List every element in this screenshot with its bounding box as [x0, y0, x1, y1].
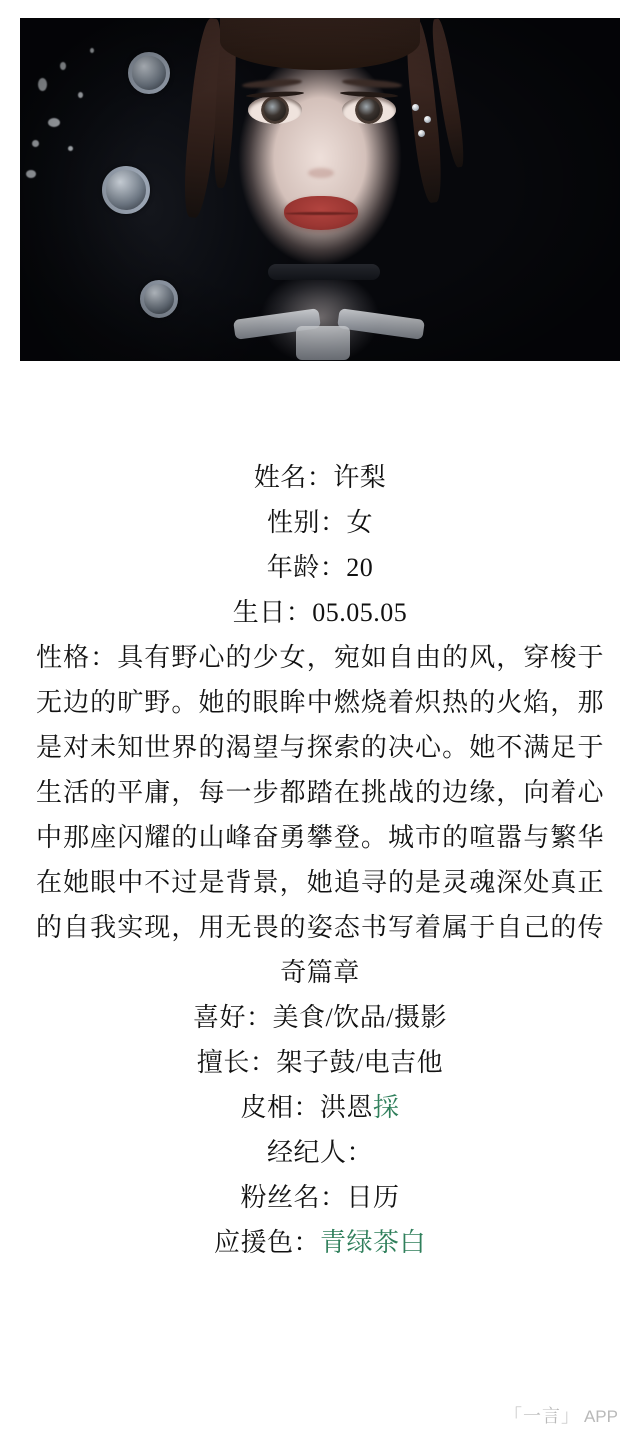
snow-fleck [78, 92, 83, 98]
choker [268, 264, 380, 280]
footer-watermark [504, 1402, 618, 1428]
snow-fleck [26, 170, 36, 178]
lip-line [285, 212, 357, 215]
snow-fleck [48, 118, 60, 127]
collar-center [296, 326, 350, 360]
profile-face-value-accent: 採 [373, 1093, 400, 1122]
snow-fleck [32, 140, 39, 147]
eye-left [248, 96, 302, 124]
hood-eyelet-icon [140, 280, 178, 318]
profile-age: 年龄：20 [266, 553, 374, 582]
profile-agent: 经纪人： [266, 1138, 373, 1167]
profile-skill: 擅长：架子鼓/电吉他 [196, 1048, 444, 1077]
profile-birthday: 生日：05.05.05 [232, 598, 408, 627]
profile-face-value: 洪恩 [319, 1093, 373, 1122]
footer-brand: 「一言」 [503, 1406, 580, 1426]
eyebrow-piercing-icon [418, 130, 425, 137]
profile-hobby: 喜好：美食/饮品/摄影 [193, 1003, 447, 1032]
profile-fans-name: 粉丝名：日历 [240, 1183, 400, 1212]
profile-support-color-value: 青绿茶白 [320, 1228, 427, 1257]
snow-fleck [68, 146, 73, 151]
portrait-image [20, 18, 620, 361]
footer-app-label: APP [583, 1407, 618, 1426]
snow-fleck [90, 48, 94, 53]
profile-name: 姓名：许梨 [253, 463, 387, 492]
profile-face [36, 1085, 604, 1130]
collar-right [337, 308, 425, 340]
hood-eyelet-icon [128, 52, 170, 94]
profile-text-block [36, 455, 604, 1265]
portrait-photo [20, 18, 620, 361]
eyebrow-piercing-icon [412, 104, 419, 111]
eyebrow-left [242, 78, 302, 89]
hood-eyelet-icon [102, 166, 150, 214]
nose [308, 168, 334, 178]
profile-support-color-label: 应援色： [213, 1228, 320, 1257]
eye-right [342, 96, 396, 124]
profile-support-color [36, 1220, 604, 1265]
profile-personality: 性格：具有野心的少女，宛如自由的风，穿梭于无边的旷野。她的眼眸中燃烧着炽热的火焰，那是对未知世界的渴望与探索的决心。她不满足于生活的平庸，每一步都踏在挑战的边缘，向着心中那座闪耀的山峰奋勇攀登。城市的喧嚣与繁华在她眼中不过是背景，她追寻的是灵魂深处真正的自我实现，用无畏的姿态书写着属于自己的传奇篇章 [36, 643, 604, 987]
hair-fringe [220, 18, 420, 70]
snow-fleck [60, 62, 66, 70]
eyebrow-piercing-icon [424, 116, 431, 123]
eyebrow-right [342, 78, 402, 89]
profile-face-label: 皮相： [240, 1093, 320, 1122]
profile-gender: 性别：女 [266, 508, 373, 537]
snow-fleck [38, 78, 47, 91]
